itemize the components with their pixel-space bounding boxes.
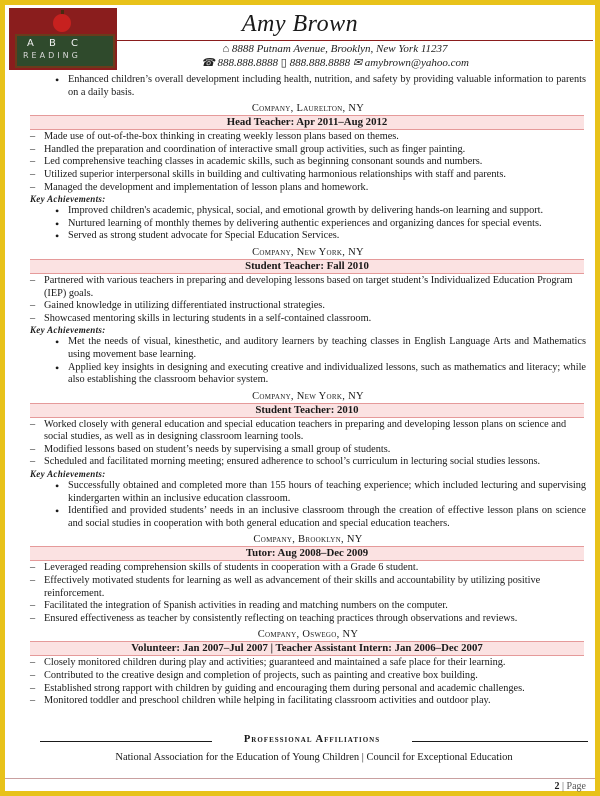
logo-text-reading: READING (23, 51, 81, 60)
intro-bullet: • Enhanced children’s overall development including health, nutrition, and safety by providing valuable information to parents on a daily basis. (30, 74, 586, 99)
duties-list (30, 275, 586, 325)
company-line: Company, New York, NY (252, 390, 364, 402)
email-icon: ✉ (352, 57, 363, 69)
experience-section (30, 391, 586, 531)
duty-item: – Ensured effectiveness as teacher by consistently reflecting on teaching practices through observations and reviews. (30, 613, 586, 626)
job-title-bar: Student Teacher: 2010 (30, 403, 584, 418)
job-title-bar: Student Teacher: Fall 2010 (30, 259, 584, 274)
achievements-list (30, 205, 586, 243)
experience-content (30, 74, 586, 708)
duty-item: – Contributed to the creative design and completion of projects, such as painting and creative box building. (30, 670, 586, 683)
affiliations-heading (40, 734, 588, 748)
achievement-item: • Applied key insights in designing and executing creative and individualized lessons, such as mathematics and literacy; while also establishing the classroom behavior system. (30, 362, 586, 387)
achievements-list (30, 336, 586, 386)
phone-text-2: 888.888.8888 (289, 57, 351, 69)
duty-item: – Scheduled and facilitated morning meeting; ensured adherence to school’s curriculum in lecturing social studies lessons. (30, 456, 586, 469)
job-title-bar: Head Teacher: Apr 2011–Aug 2012 (30, 115, 584, 130)
duty-item: – Established strong rapport with children by guiding and encouraging them during personal and academic challenges. (30, 683, 586, 696)
achievement-item: • Improved children's academic, physical, social, and emotional growth by delivering hands-on learning and support. (30, 205, 586, 218)
resume-header (5, 5, 595, 73)
duties-list (30, 419, 586, 469)
duty-item: – Led comprehensive teaching classes in academic skills, such as beginning consonant sounds and numbers. (30, 156, 586, 169)
address-text: 8888 Putnam Avenue, Brooklyn, New York 11237 (231, 43, 448, 55)
achievement-item: • Nurtured learning of monthly themes by delivering authentic experiences and organizing dances for special events. (30, 218, 586, 231)
company-line: Company, New York, NY (252, 246, 364, 258)
duties-list (30, 131, 586, 194)
achievement-item: • Successfully obtained and completed more than 155 hours of teaching experience; which included lecturing and supervising kindergarten within an inclusive education classroom. (30, 480, 586, 505)
duty-item: – Monitored toddler and preschool children while helping in facilitating classroom activities and outdoor play. (30, 695, 586, 708)
house-icon: ⌂ (222, 43, 230, 55)
footer-rule (5, 778, 595, 779)
duty-item: – Showcased mentoring skills in lecturing students in a self-contained classroom. (30, 313, 586, 326)
job-title-bar: Tutor: Aug 2008–Dec 2009 (30, 546, 584, 561)
duty-item: – Modified lessons based on student’s needs by supervising a small group of students. (30, 444, 586, 457)
duties-list (30, 562, 586, 625)
affiliations-heading-text: Professional Affiliations (243, 734, 381, 745)
duty-item: – Gained knowledge in utilizing differentiated instructional strategies. (30, 300, 586, 313)
duty-item: – Worked closely with general education and special education teachers in preparing and developing lesson plans on science and social studies, as well as in designing classroom learning tools. (30, 419, 586, 444)
affiliations-text: National Association for the Education of Young Children | Council for Exceptional Education (115, 752, 513, 763)
job-title-bar: Volunteer: Jan 2007–Jul 2007 | Teacher Assistant Intern: Jan 2006–Dec 2007 (30, 641, 584, 656)
intro-bullet-list (30, 74, 586, 99)
mobile-icon: ▯ (280, 57, 287, 69)
experience-section (30, 247, 586, 387)
key-achievements-label: Key Achievements: (30, 194, 106, 205)
company-line: Company, Oswego, NY (257, 629, 359, 641)
achievement-item: • Served as strong student advocate for Special Education Services. (30, 230, 586, 243)
phone-icon: ☎ (201, 57, 215, 69)
duty-item: – Handled the preparation and coordination of interactive small group activities, such as finger painting. (30, 144, 586, 157)
experience-section (30, 534, 586, 625)
achievement-item: • Met the needs of visual, kinesthetic, and auditory learners by teaching classes in English Language Arts and Mathematics using movement base learning. (30, 336, 586, 361)
heading-rule-left (40, 741, 212, 742)
email-text: amybrown@yahoo.com (364, 57, 469, 69)
page-number: 2 | Page (554, 781, 586, 792)
page-number-value: 2 (554, 781, 560, 792)
duty-item: – Leveraged reading comprehension skills of students in cooperation with a Grade 6 student. (30, 562, 586, 575)
achievements-list (30, 480, 586, 530)
heading-rule-right (412, 741, 588, 742)
contact-phones-email (185, 56, 485, 69)
duty-item: – Managed the development and implementation of lesson plans and homework. (30, 182, 586, 195)
experience-section (30, 103, 586, 243)
duties-list (30, 657, 586, 707)
duty-item: – Utilized superior interpersonal skills in building and cultivating harmonious relationships with staff and parents. (30, 169, 586, 182)
duty-item: – Facilitated the integration of Spanish activities in reading and matching numbers on the computer. (30, 600, 586, 613)
duty-item: – Partnered with various teachers in preparing and developing lessons based on target student’s Individualized Education Program (IEP) goals. (30, 275, 586, 300)
company-line: Company, Laurelton, NY (251, 103, 365, 115)
duty-item: – Made use of out-of-the-box thinking in creating weekly lesson plans based on themes. (30, 131, 586, 144)
logo-text-abc: A B C (27, 38, 85, 49)
key-achievements-label: Key Achievements: (30, 325, 106, 336)
achievement-item: • Identified and provided students’ needs in an inclusive classroom through the creation of effective lesson plans on science and social studies in cooperation with both general education and special education teachers. (30, 505, 586, 530)
duty-item: – Closely monitored children during play and activities; guaranteed and maintained a safe place for their learning. (30, 657, 586, 670)
contact-address (185, 43, 485, 55)
duty-item: – Effectively motivated students for learning as well as advancement of their skills and accountability by utilizing positive reinforcement. (30, 575, 586, 600)
candidate-name: Amy Brown (241, 11, 359, 37)
page-word: Page (566, 781, 586, 792)
experience-section (30, 629, 586, 707)
phone-text-1: 888.888.8888 (217, 57, 279, 69)
company-line: Company, Brooklyn, NY (253, 534, 363, 546)
header-rule (115, 40, 593, 41)
key-achievements-label: Key Achievements: (30, 469, 106, 480)
